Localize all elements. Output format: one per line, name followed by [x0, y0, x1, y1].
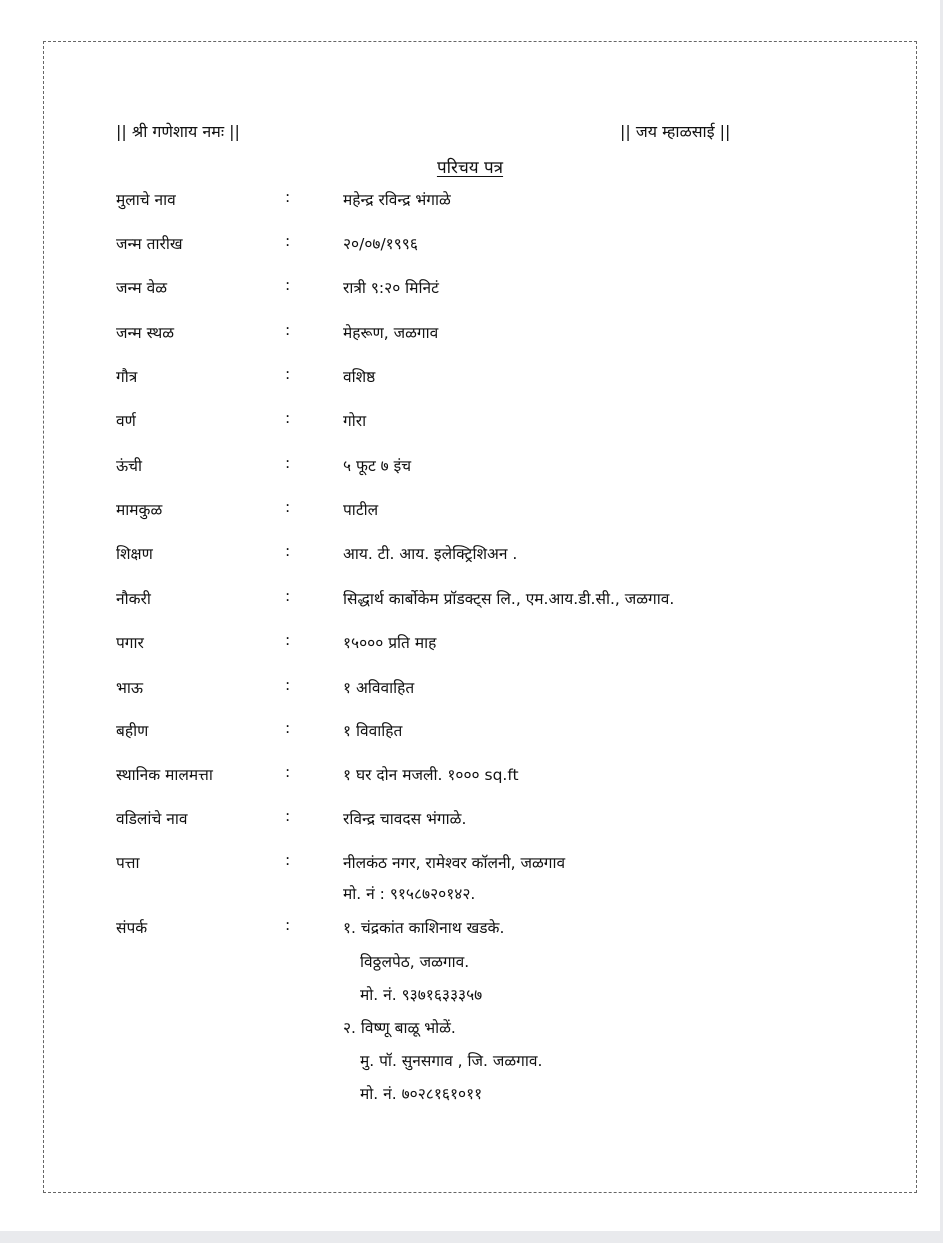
- dashed-border: [43, 41, 917, 1193]
- address-line: नीलकंठ नगर, रामेश्वर कॉलनी, जळगाव: [343, 854, 566, 872]
- field-label-maternal-clan: मामकुळ: [116, 501, 163, 519]
- field-value-brother: १ अविवाहित: [343, 679, 415, 697]
- contact-2-name: २. विष्णू बाळू भोळें.: [343, 1019, 456, 1037]
- header-left-invocation: || श्री गणेशाय नमः ||: [116, 122, 240, 141]
- field-label-education: शिक्षण: [116, 545, 153, 563]
- field-label-birth-place: जन्म स्थळ: [116, 324, 175, 342]
- field-colon: :: [285, 676, 291, 694]
- field-colon: :: [285, 498, 291, 516]
- field-label-complexion: वर्ण: [116, 412, 136, 430]
- field-colon: :: [285, 365, 291, 383]
- field-label-brother: भाऊ: [116, 679, 144, 697]
- field-colon: :: [285, 916, 291, 934]
- field-value-birth-place: मेहरूण, जळगाव: [343, 324, 439, 342]
- contact-1-phone: मो. नं. ९३७१६३३३५७: [360, 986, 483, 1004]
- field-colon: :: [285, 454, 291, 472]
- field-colon: :: [285, 409, 291, 427]
- field-colon: :: [285, 587, 291, 605]
- field-value-job: सिद्धार्थ कार्बोकेम प्रॉडक्ट्स लि., एम.आय.डी.सी., जळगाव.: [343, 590, 675, 608]
- field-colon: :: [285, 232, 291, 250]
- field-label-contact: संपर्क: [116, 919, 148, 937]
- field-colon: :: [285, 719, 291, 737]
- field-label-birth-time: जन्म वेळ: [116, 279, 168, 297]
- field-colon: :: [285, 807, 291, 825]
- field-label-birth-date: जन्म तारीख: [116, 235, 183, 253]
- field-value-property: १ घर दोन मजली. १००० sq.ft: [343, 766, 519, 784]
- field-colon: :: [285, 276, 291, 294]
- field-colon: :: [285, 542, 291, 560]
- field-label-father-name: वडिलांचे नाव: [116, 810, 188, 828]
- field-colon: :: [285, 763, 291, 781]
- field-value-salary: १५००० प्रति माह: [343, 634, 437, 652]
- field-label-address: पत्ता: [116, 854, 140, 872]
- field-value-education: आय. टी. आय. इलेक्ट्रिशिअन .: [343, 545, 518, 563]
- field-value-name: महेन्द्र रविन्द्र भंगाळे: [343, 191, 451, 209]
- field-label-job: नौकरी: [116, 590, 151, 608]
- field-colon: :: [285, 631, 291, 649]
- contact-2-place: मु. पॉ. सुनसगाव , जि. जळगाव.: [360, 1052, 543, 1070]
- field-value-birth-date: २०/०७/१९९६: [343, 235, 418, 253]
- field-value-gotra: वशिष्ठ: [343, 368, 376, 386]
- document-title: परिचय पत्र: [436, 158, 504, 178]
- field-value-height: ५ फूट ७ इंच: [343, 457, 412, 475]
- contact-2-phone: मो. नं. ७०२८१६१०११: [360, 1085, 483, 1103]
- field-colon: :: [285, 321, 291, 339]
- field-label-property: स्थानिक मालमत्ता: [116, 766, 213, 784]
- header-right-invocation: || जय म्हाळसाई ||: [620, 122, 731, 141]
- contact-1-name: १. चंद्रकांत काशिनाथ खडके.: [343, 919, 505, 937]
- field-value-father-name: रविन्द्र चावदस भंगाळे.: [343, 810, 467, 828]
- address-phone: मो. नं : ९१५८७२०१४२.: [343, 885, 476, 903]
- field-value-complexion: गोरा: [343, 412, 367, 430]
- field-label-name: मुलाचे नाव: [116, 191, 176, 209]
- field-colon: :: [285, 188, 291, 206]
- field-label-salary: पगार: [116, 634, 144, 652]
- field-label-height: ऊंची: [116, 457, 143, 475]
- field-value-birth-time: रात्री ९:२० मिनिटं: [343, 279, 439, 297]
- field-value-maternal-clan: पाटील: [343, 501, 379, 519]
- field-label-sister: बहीण: [116, 722, 149, 740]
- contact-1-place: विठ्ठलपेठ, जळगाव.: [360, 953, 470, 971]
- field-colon: :: [285, 851, 291, 869]
- field-label-gotra: गौत्र: [116, 368, 138, 386]
- field-value-sister: १ विवाहित: [343, 722, 403, 740]
